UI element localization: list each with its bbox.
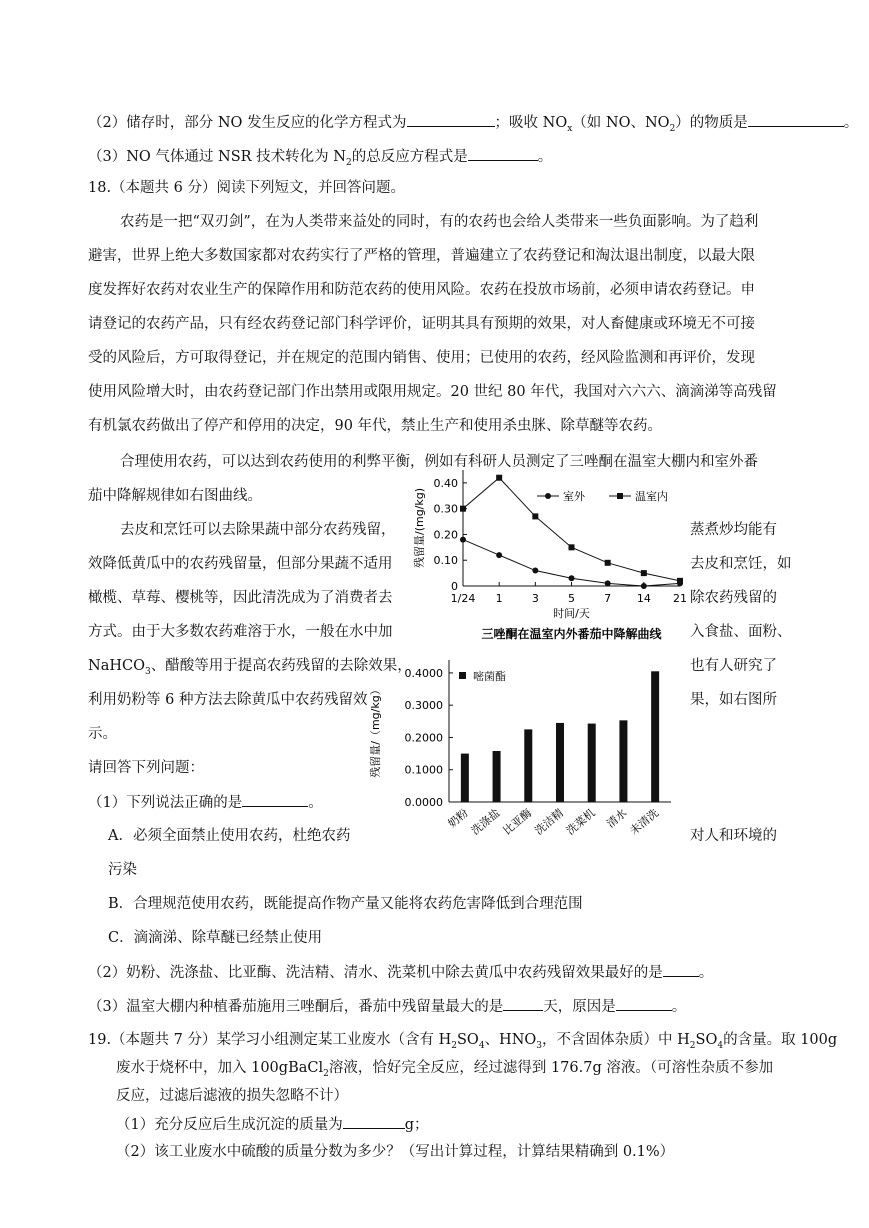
- text: （1）下列说法正确的是: [88, 795, 243, 811]
- data-point: [677, 578, 683, 584]
- paragraph-line: 橄榄、草莓、樱桃等，因此清洗成为了消费者去: [88, 590, 393, 606]
- legend-label: 室外: [563, 490, 585, 503]
- paragraph-line: 蒸煮炒均能有: [690, 522, 777, 538]
- line-q17-3: [88, 146, 552, 173]
- x-tick-label: 1/24: [450, 592, 476, 605]
- legend-marker: [459, 672, 466, 679]
- text: 。: [308, 795, 323, 811]
- paragraph-line: 合理使用农药，可以达到农药使用的利弊平衡，例如有科研人员测定了三唑酮在温室大棚内和室外番: [120, 454, 758, 470]
- data-point: [641, 570, 647, 576]
- x-tick-label: 洗菜机: [564, 806, 598, 838]
- paragraph-line: 利用奶粉等 6 种方法去除黄瓜中农药残留效: [88, 692, 368, 708]
- answer-blank[interactable]: [343, 1114, 405, 1129]
- sub-question-2: [88, 962, 713, 983]
- x-tick-label: 清水: [604, 806, 630, 831]
- paragraph-line: 度发挥好农药对农业生产的保障作用和防范农药的使用风险。农药在投放市场前，必须申请农药登记。申: [88, 282, 755, 298]
- y-tick-label: 0.0000: [404, 796, 443, 809]
- data-point: [569, 544, 575, 550]
- x-tick-label: 洗洁精: [532, 806, 566, 838]
- y-tick-label: 0.10: [433, 554, 458, 568]
- answer-blank[interactable]: [468, 146, 538, 161]
- paragraph-line: 入食盐、面粉、: [690, 624, 792, 640]
- y-tick-label: 0.4000: [404, 666, 443, 680]
- degradation-line-chart: [405, 462, 690, 640]
- sub-question-3: [88, 996, 686, 1017]
- y-tick-label: 0.2000: [404, 731, 443, 745]
- subscript: x: [567, 123, 573, 134]
- bar: [619, 720, 627, 802]
- legend-marker: [617, 493, 623, 499]
- question-19-line3: 反应，过滤后滤液的损失忽略不计）: [116, 1088, 348, 1104]
- text: （2）奶粉、洗涤盐、比亚酶、洗洁精、清水、洗菜机中除去黄瓜中农药残留效果最好的是: [88, 965, 663, 981]
- legend-label: 温室内: [635, 490, 668, 503]
- paragraph-line: 避害，世界上绝大多数国家都对农药实行了严格的管理，普遍建立了农药登记和淘汰退出制度，以最大限: [88, 248, 755, 264]
- paragraph-line: 使用风险增大时，由农药登记部门作出禁用或限用规定。20 世纪 80 年代，我国对六六六、滴滴涕等高残留: [88, 384, 777, 400]
- subscript: 3: [144, 666, 151, 677]
- y-axis-label: 残留量/(mg/kg): [413, 487, 426, 569]
- bar: [524, 729, 532, 802]
- subscript: 2: [669, 123, 676, 134]
- answer-blank[interactable]: [242, 792, 308, 807]
- data-point: [460, 537, 466, 543]
- answer-blank[interactable]: [616, 996, 672, 1011]
- text: 的总反应方程式是: [351, 149, 468, 165]
- sub-question-1: [88, 792, 323, 813]
- y-axis-label: 残留量/（mg/kg）: [369, 684, 382, 778]
- x-tick-label: 比亚酶: [500, 806, 535, 838]
- x-tick-label: 奶粉: [445, 806, 471, 831]
- question-18-title: 18.（本题共 6 分）阅读下列短文，并回答问题。: [88, 180, 406, 196]
- paragraph-line: 方式。由于大多数农药难溶于水，一般在水中加: [88, 624, 393, 640]
- chart-title: 三唑酮在温室内外番茄中降解曲线: [481, 627, 662, 640]
- question-19-line2: 废水于烧杯中，加入 100gBaCl$_2$溶液，恰好完全反应，经过滤得到 176.7g 溶液。（可溶性杂质不参加: [116, 1060, 774, 1079]
- paragraph-line: 也有人研究了: [690, 658, 777, 674]
- paragraph-line: 农药是一把“双刃剑”，在为人类带来益处的同时，有的农药也会给人类带来一些负面影响。为了趋利: [120, 214, 759, 230]
- paragraph-line: 请登记的农药产品，只有经农药登记部门科学评价，证明其具有预期的效果，对人畜健康或环境无不可接: [88, 316, 755, 332]
- text: （如 NO、NO: [572, 115, 670, 131]
- x-tick-label: 未清洗: [627, 806, 662, 838]
- paragraph-line: 去皮和烹饪，如: [690, 556, 792, 572]
- text: ；吸收 NO: [494, 115, 568, 131]
- paragraph-line: 效降低黄瓜中的农药残留量，但部分果蔬不适用: [88, 556, 393, 572]
- y-tick-label: 0.20: [433, 528, 458, 542]
- paragraph-line: 除农药残留的: [690, 590, 777, 606]
- y-tick-label: 0: [451, 580, 458, 593]
- subscript: 2: [345, 157, 352, 168]
- bar: [556, 723, 564, 802]
- x-tick-label: 1: [495, 592, 503, 605]
- paragraph-line: 示。: [88, 726, 117, 742]
- text: （2）储存时，部分 NO 发生反应的化学方程式为: [88, 115, 407, 131]
- data-point: [605, 560, 611, 566]
- paragraph-line: 有机氯农药做出了停产和停用的决定，90 年代，禁止生产和使用杀虫脒、除草醚等农药。: [88, 418, 663, 434]
- data-point: [532, 513, 538, 519]
- option-c[interactable]: C．滴滴涕、除草醚已经禁止使用: [108, 930, 323, 946]
- data-point: [641, 583, 647, 589]
- option-b[interactable]: B．合理规范使用农药，既能提高作物产量又能将农药危害降低到合理范围: [108, 896, 583, 912]
- paragraph-line: 茄中降解规律如右图曲线。: [88, 488, 262, 504]
- residue-bar-chart: [365, 652, 685, 842]
- text: NaHCO: [88, 658, 145, 674]
- data-point: [496, 475, 502, 481]
- text: ）的物质是: [675, 115, 748, 131]
- option-a[interactable]: A．必须全面禁止使用农药，杜绝农药: [108, 828, 351, 844]
- text: （3）NO 气体通过 NSR 技术转化为 N: [88, 149, 346, 165]
- legend-label: 嘧菌酯: [473, 670, 506, 683]
- paragraph-line: 果，如右图所: [690, 692, 777, 708]
- y-tick-label: 0.3000: [404, 699, 443, 713]
- text: 。: [843, 115, 859, 131]
- question-19-line1: 19.（本题共 7 分）某学习小组测定某工业废水（含有 $H_2SO_4$、$HNO_3$，不含固体杂质）中 $H_2SO_4$的含量。取 100g: [88, 1032, 838, 1051]
- x-tick-label: 14: [636, 592, 651, 605]
- text: 。: [537, 149, 553, 165]
- data-point: [569, 575, 575, 581]
- x-tick-label: 洗涤盐: [468, 806, 503, 838]
- paragraph-line: 去皮和烹饪可以去除果蔬中部分农药残留，: [120, 522, 396, 538]
- text: （3）温室大棚内种植番茄施用三唑酮后，番茄中残留量最大的是: [88, 999, 504, 1015]
- x-tick-label: 21: [673, 592, 687, 605]
- x-tick-label: 3: [531, 592, 539, 605]
- answer-blank[interactable]: [748, 112, 844, 127]
- data-point: [460, 506, 466, 512]
- bar: [588, 724, 596, 802]
- option-a-cont: 对人和环境的: [690, 828, 777, 844]
- paragraph-line: 受的风险后，方可取得登记，并在规定的范围内销售、使用；已使用的农药，经风险监测和再评价，发现: [88, 350, 755, 366]
- answer-blank[interactable]: [503, 996, 543, 1011]
- y-tick-label: 0.40: [433, 476, 458, 490]
- data-point: [532, 568, 538, 574]
- text: 天，原因是: [543, 999, 616, 1015]
- paragraph-line: [88, 656, 412, 682]
- line-q17-2: [88, 112, 858, 139]
- text: 。: [671, 999, 687, 1015]
- bar: [493, 751, 501, 802]
- answer-blank[interactable]: [663, 962, 699, 977]
- legend-marker: [545, 493, 551, 499]
- question-19-sub2: （2）该工业废水中硫酸的质量分数为多少？（写出计算过程，计算结果精确到 0.1%）: [116, 1144, 675, 1160]
- data-point: [496, 552, 502, 558]
- option-a-cont: 污染: [108, 862, 137, 878]
- bar: [461, 754, 469, 802]
- text: 、醋酸等用于提高农药残留的去除效果，: [150, 658, 412, 674]
- x-tick-label: 5: [568, 592, 575, 605]
- question-19-sub1: （1）充分反应后生成沉淀的质量为 g；: [116, 1114, 429, 1135]
- x-axis-label: 时间/天: [553, 607, 590, 620]
- answer-blank[interactable]: [407, 112, 495, 127]
- text: 。: [698, 965, 714, 981]
- y-tick-label: 0.1000: [404, 763, 443, 777]
- data-point: [605, 580, 611, 586]
- bar: [651, 671, 659, 802]
- x-tick-label: 7: [604, 592, 612, 605]
- prompt-line: 请回答下列问题：: [88, 760, 204, 776]
- y-tick-label: 0.30: [433, 502, 458, 516]
